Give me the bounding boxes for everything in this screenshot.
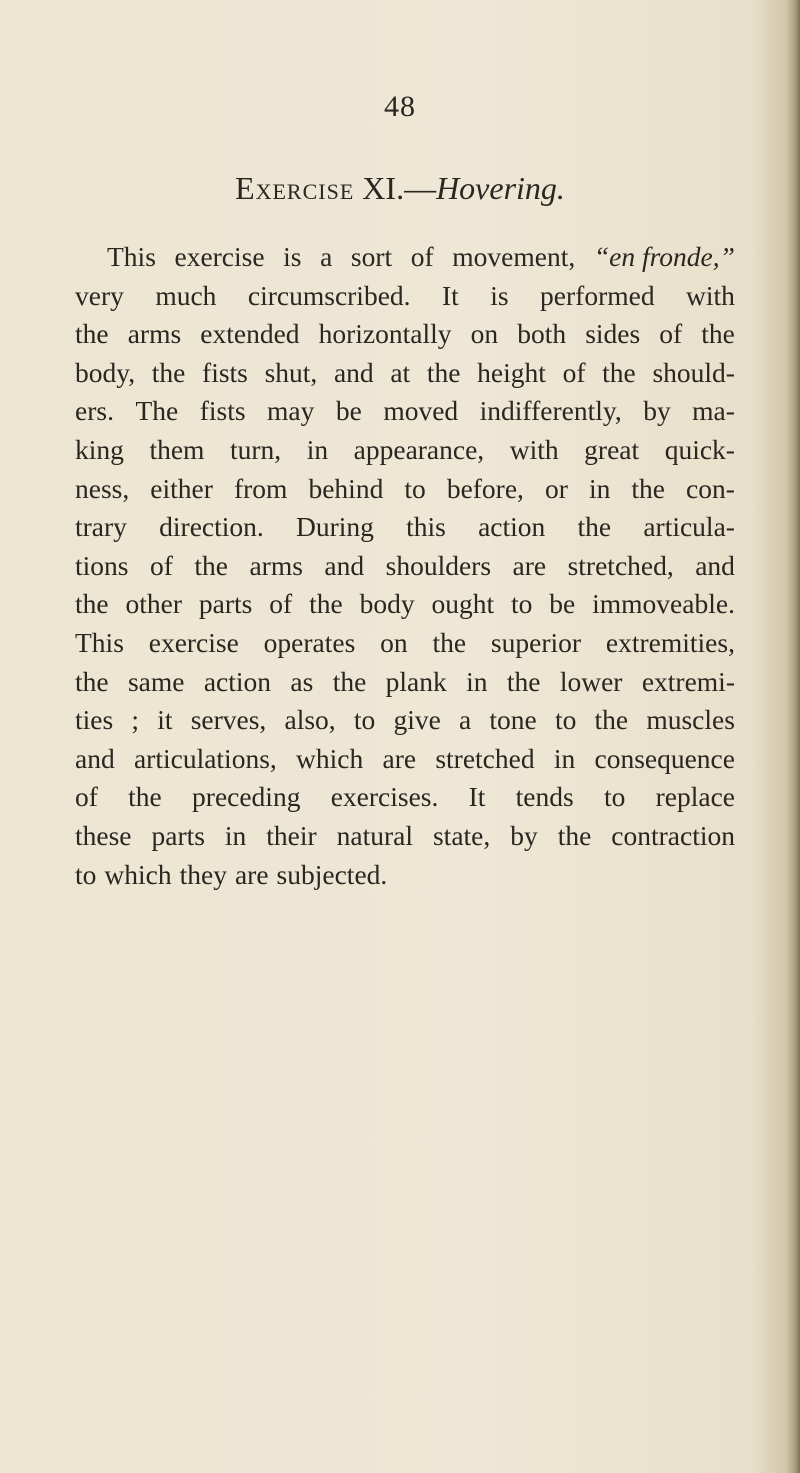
word: the: [309, 588, 343, 620]
word: are: [512, 549, 547, 581]
word: tions: [75, 549, 129, 581]
word: subjected.: [276, 858, 388, 890]
word: in: [306, 433, 329, 465]
word: it: [157, 704, 173, 736]
word: be: [549, 588, 576, 620]
word: action: [203, 665, 272, 697]
word: ties: [75, 704, 114, 736]
word: of: [269, 588, 293, 620]
word: which: [104, 858, 172, 890]
word: to: [554, 704, 577, 736]
word: sort: [350, 241, 393, 272]
word: plank: [385, 665, 447, 697]
word: as: [290, 665, 314, 697]
word: this: [406, 511, 446, 543]
word: lower: [559, 665, 623, 697]
word: by: [510, 819, 538, 851]
word: action: [478, 511, 546, 543]
word: exercise: [148, 626, 239, 658]
word: ness,: [75, 472, 130, 504]
word: and: [695, 549, 735, 581]
word: articulations,: [133, 742, 277, 774]
word: stretched: [435, 742, 535, 774]
word: movement,: [452, 241, 576, 272]
word: exercises.: [330, 781, 439, 813]
text-line: [75, 585, 735, 624]
text-line: [75, 508, 735, 547]
word: in: [588, 472, 611, 504]
word: It: [468, 781, 486, 813]
word: circumscribed.: [247, 279, 411, 311]
word: the: [75, 318, 109, 350]
word: appearance,: [353, 433, 485, 465]
word: serves,: [190, 704, 267, 736]
word: and: [333, 356, 374, 388]
page-edge-shadow: [786, 0, 800, 1473]
word: the: [557, 819, 592, 851]
word: ;: [131, 704, 140, 736]
word: quick-: [664, 433, 735, 465]
word: same: [127, 665, 185, 697]
word: both: [517, 318, 567, 350]
word: fists: [202, 356, 248, 388]
word: the: [75, 665, 109, 697]
word: to: [75, 858, 97, 890]
word: behind: [308, 472, 384, 504]
word: and: [324, 549, 365, 581]
text-line: [75, 663, 735, 702]
word: a: [320, 241, 333, 272]
text-line: [75, 547, 735, 586]
word: in: [466, 665, 488, 697]
text-line: [75, 315, 735, 354]
word: at: [390, 356, 411, 388]
word: extremi-: [641, 665, 735, 697]
word: turn,: [229, 433, 282, 465]
word: sides: [585, 318, 641, 350]
word: is: [490, 279, 509, 311]
text-line: [75, 470, 735, 509]
exercise-paragraph: [75, 238, 735, 894]
word: of: [149, 549, 173, 581]
word: with: [686, 279, 735, 311]
word: the: [151, 356, 186, 388]
word: and: [75, 742, 115, 774]
word: the: [577, 511, 612, 543]
word: consequence: [594, 742, 735, 774]
word: trary: [75, 511, 127, 543]
word: tends: [515, 781, 574, 813]
word: the: [194, 549, 228, 581]
text-line: [75, 740, 735, 779]
heading-numeral: XI.—: [362, 170, 437, 206]
word: stretched,: [567, 549, 674, 581]
word: a: [458, 704, 472, 736]
word: give: [393, 704, 441, 736]
text-line: [75, 431, 735, 470]
word: parts: [151, 819, 205, 851]
word: During: [295, 511, 374, 543]
word: arms: [127, 318, 182, 350]
word: superior: [490, 626, 582, 658]
word: the: [631, 472, 665, 504]
word: to: [511, 588, 533, 620]
word: articula-: [643, 511, 735, 543]
word: contraction: [611, 819, 735, 851]
text-line: [75, 624, 735, 663]
word: body,: [75, 356, 136, 388]
word: moved: [383, 395, 459, 427]
word: of: [562, 356, 586, 388]
word: very: [75, 279, 124, 311]
word: the: [594, 704, 629, 736]
word: on: [380, 626, 408, 658]
text-line: [75, 701, 735, 740]
word: shut,: [264, 356, 318, 388]
word: the: [128, 781, 162, 813]
word: ma-: [692, 395, 735, 427]
word: direction.: [159, 511, 264, 543]
word: immoveable.: [592, 588, 735, 620]
exercise-heading: [0, 170, 800, 207]
word: great: [584, 433, 640, 465]
word: arms: [249, 549, 303, 581]
word: of: [410, 241, 434, 272]
word: either: [150, 472, 213, 504]
word: before,: [446, 472, 524, 504]
word: ought: [431, 588, 495, 620]
word: This: [107, 241, 156, 272]
word: king: [75, 433, 124, 465]
word: much: [155, 279, 217, 311]
text-line: [75, 778, 735, 817]
word: height: [477, 356, 546, 388]
word: these: [75, 819, 132, 851]
word: the: [701, 318, 735, 350]
word: are: [234, 858, 269, 890]
word: their: [266, 819, 317, 851]
word: to: [603, 781, 626, 813]
word: of: [75, 781, 98, 813]
word: extended: [200, 318, 300, 350]
page-number: 48: [384, 90, 416, 123]
word: in: [224, 819, 247, 851]
word: with: [509, 433, 559, 465]
word: other: [125, 588, 183, 620]
word: the: [332, 665, 367, 697]
text-line: [75, 392, 735, 431]
word: replace: [655, 781, 735, 813]
word: the: [426, 356, 461, 388]
word: from: [233, 472, 288, 504]
word: state,: [432, 819, 491, 851]
word: “en fronde,”: [593, 241, 735, 272]
text-line: [75, 277, 735, 316]
word: they: [179, 858, 227, 890]
word: indifferently,: [479, 395, 622, 427]
text-line: [75, 817, 735, 856]
word: parts: [198, 588, 253, 620]
text-line: [75, 354, 735, 393]
word: horizontally: [318, 318, 452, 350]
word: fists: [199, 395, 246, 427]
word: This: [75, 626, 124, 658]
text-line: [75, 856, 735, 895]
word: tone: [489, 704, 537, 736]
word: the: [432, 626, 467, 658]
heading-title: Hovering.: [436, 170, 565, 206]
word: the: [602, 356, 636, 388]
word: by: [643, 395, 671, 427]
word: to: [404, 472, 426, 504]
word: the: [506, 665, 541, 697]
word: are: [382, 742, 417, 774]
word: to: [353, 704, 376, 736]
word: also,: [284, 704, 336, 736]
word: in: [553, 742, 576, 774]
word: body: [359, 588, 415, 620]
word: natural: [336, 819, 414, 851]
word: preceding: [192, 781, 301, 813]
word: The: [135, 395, 179, 427]
word: on: [470, 318, 499, 350]
word: extremities,: [605, 626, 735, 658]
word: is: [283, 241, 302, 272]
text-line: [75, 238, 735, 277]
word: ers.: [75, 395, 114, 427]
word: operates: [263, 626, 356, 658]
word: which: [296, 742, 364, 774]
word: them: [149, 433, 205, 465]
word: performed: [540, 279, 655, 311]
word: It: [441, 279, 459, 311]
word: muscles: [646, 704, 735, 736]
word: shoulders: [385, 549, 492, 581]
word: be: [335, 395, 362, 427]
word: or: [544, 472, 568, 504]
word: the: [75, 588, 109, 620]
heading-label: Exercise: [235, 170, 355, 206]
word: exercise: [174, 241, 265, 272]
word: may: [267, 395, 315, 427]
word: should-: [652, 356, 735, 388]
word: con-: [686, 472, 735, 504]
word: of: [659, 318, 683, 350]
